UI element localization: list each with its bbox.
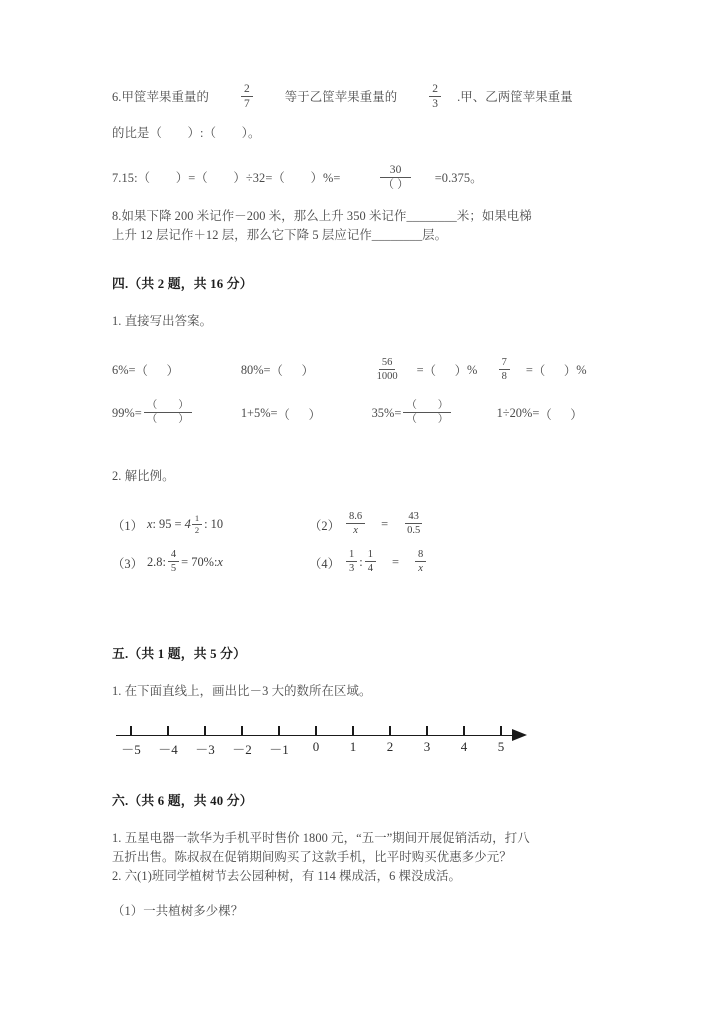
number-line-diagram: [116, 718, 536, 764]
expression-label: 80%=: [240, 362, 271, 377]
fraction-1-4: [365, 549, 376, 575]
answer-cell-56-1000: [372, 358, 497, 384]
number-line-label: －2: [232, 741, 252, 757]
number-line-label: 5: [497, 738, 505, 754]
spacer: [112, 145, 612, 165]
section-six-q2-line-1: 2. 六(1)班同学植树节去公园种树，有 114 棵成活，6 棵没成活。: [112, 869, 462, 883]
proportion-equation-1: [112, 514, 309, 536]
variable-x: x: [146, 517, 153, 532]
number-line-tick: [352, 726, 354, 735]
section-four-q1-prompt: 1. 直接写出答案。: [112, 314, 213, 329]
spacer: [112, 764, 612, 790]
answer-row-2: [112, 401, 612, 427]
fraction-numerator-blank[interactable]: （ ）: [144, 400, 192, 413]
fraction-denominator: 0.5: [407, 525, 421, 537]
spacer: [112, 112, 612, 124]
percent-sign: %: [466, 362, 478, 377]
proportion-row-2: [112, 550, 612, 576]
question-6-ratio-blanks[interactable]: 的比是（ ）:（ ）。: [112, 125, 261, 140]
arrow-right-icon: [512, 729, 527, 741]
question-8-text-line-1[interactable]: 如果下降 200 米记作－200 米，那么上升 350 米记作________米；如果电梯: [121, 208, 532, 223]
fraction-numerator: 43: [405, 511, 422, 524]
spacer: [112, 662, 612, 682]
answer-blank[interactable]: （ ）: [539, 407, 583, 422]
answer-blank[interactable]: （ ）: [135, 364, 179, 379]
equals-sign: =: [391, 555, 399, 570]
fraction-56-1000: [374, 357, 401, 383]
equation-label: （2）: [309, 518, 340, 533]
number-line-tick: [426, 726, 428, 735]
fraction-numerator: 56: [379, 357, 396, 370]
fraction-numerator: 7: [499, 357, 510, 370]
question-7-line-1: [112, 165, 612, 193]
question-6: [112, 84, 612, 143]
proportion-equation-4: [309, 550, 428, 576]
answer-fraction-blank[interactable]: [144, 400, 192, 426]
fraction-denominator: 2: [194, 525, 200, 536]
question-7: [112, 165, 612, 193]
fraction-denominator-blank[interactable]: （ ）: [146, 414, 189, 426]
question-8-line-2: [112, 226, 612, 245]
fraction-2-3: [429, 83, 441, 111]
answer-cell-99-percent: [112, 401, 241, 427]
expression-label: 35%=: [371, 406, 402, 421]
number-line-tick: [204, 726, 206, 735]
section-six-q1-line-1: 1. 五星电器一款华为手机平时售价 1800 元，“五一”期间开展促销活动，打八: [112, 830, 530, 845]
variable-x: x: [217, 555, 223, 570]
answer-blank[interactable]: （ ）: [270, 364, 314, 379]
fraction-2-7: [241, 83, 253, 111]
question-6-text-c: .甲、乙两筐苹果重量: [457, 90, 573, 105]
fraction-denominator: 3: [432, 98, 439, 111]
spacer: [112, 617, 612, 643]
fraction-denominator: 1000: [376, 370, 398, 382]
fraction-denominator: 8: [501, 370, 507, 382]
number-line-tick: [167, 726, 169, 735]
equation-text-a: 2.8:: [146, 555, 166, 570]
section-four-q2-prompt: 2. 解比例。: [112, 468, 175, 483]
answer-blank[interactable]: （ ）: [277, 407, 321, 422]
question-8: [112, 207, 612, 245]
fraction-denominator: 7: [243, 98, 250, 111]
ratio-colon: :: [359, 555, 363, 570]
answer-blank[interactable]: （ ）: [423, 364, 467, 379]
fraction-numerator: 30: [380, 164, 412, 178]
number-line-axis: [116, 735, 514, 737]
number-line-label: －1: [269, 741, 289, 757]
spacer: [112, 809, 612, 829]
number-line-label: 2: [386, 738, 394, 754]
question-7-text-a[interactable]: 15:（ ）=（ ）÷32=（ ）%=: [121, 171, 341, 186]
number-line-label: 4: [460, 738, 468, 754]
fraction-numerator: 2: [429, 83, 441, 97]
spacer: [112, 437, 612, 467]
answer-fraction-blank[interactable]: [403, 400, 451, 426]
fraction-numerator-blank[interactable]: （ ）: [403, 400, 451, 413]
proportion-equation-2: [309, 512, 425, 538]
fraction-8-over-x: [415, 549, 426, 575]
number-line-tick: [500, 726, 502, 735]
fraction-7-8: [499, 357, 510, 383]
answer-cell-35-percent: [372, 401, 497, 427]
fraction-denominator: 5: [170, 563, 177, 575]
question-6-line-1: [112, 84, 612, 112]
question-7-number: 7.: [112, 171, 122, 186]
number-line-label: －5: [121, 741, 141, 757]
number-line-tick: [389, 726, 391, 735]
number-line-label: 0: [312, 738, 320, 754]
fraction-denominator: x: [418, 563, 423, 575]
fraction-denominator: x: [353, 525, 358, 537]
worksheet-content: [112, 84, 612, 921]
equation-label: （1）: [112, 518, 143, 533]
equals-sign: =: [381, 517, 389, 532]
spacer: [112, 292, 612, 312]
equation-tail: : 10: [204, 517, 224, 532]
answer-cell-6-percent: [112, 361, 241, 379]
question-7-text-b: =0.375。: [434, 171, 483, 186]
fraction-numerator: 1: [346, 549, 357, 562]
fraction-numerator: 8.6: [346, 511, 365, 524]
fraction-denominator: 3: [348, 563, 355, 575]
equals-sign: =: [525, 362, 533, 377]
fraction-denominator: 4: [367, 563, 373, 575]
spacer: [112, 195, 612, 207]
number-line-tick: [241, 726, 243, 735]
answer-blank[interactable]: （ ）: [532, 364, 577, 379]
section-six-q1-line-2: 五折出售。陈叔叔在促销期间购买了这款手机，比平时购买优惠多少元？: [112, 849, 512, 864]
answer-cell-7-8: [497, 358, 612, 384]
spacer: [112, 247, 612, 273]
fraction-numerator: 1: [192, 514, 202, 525]
mixed-fraction: [192, 514, 202, 536]
equation-label: （4）: [309, 556, 340, 571]
question-8-number: 8.: [112, 208, 122, 223]
fraction-8p6-over-x: [346, 511, 365, 537]
number-line-tick: [315, 726, 317, 735]
section-six-heading: 六.（共 6 题，共 40 分）: [112, 793, 253, 808]
section-five-heading: 五.（共 1 题，共 5 分）: [112, 647, 247, 662]
fraction-4-5: [168, 549, 179, 575]
answer-cell-80-percent: [241, 361, 372, 379]
fraction-denominator[interactable]: （ ）: [382, 179, 409, 192]
question-6-text-a: 甲筐苹果重量的: [121, 90, 209, 105]
proportion-equation-3: [112, 550, 309, 576]
number-line-tick: [130, 726, 132, 735]
number-line-tick: [278, 726, 280, 735]
expression-label: 1÷20%=: [496, 406, 540, 421]
question-6-text-b: 等于乙筐苹果重量的: [284, 90, 398, 105]
mixed-whole: 4: [184, 517, 191, 532]
spacer: [112, 486, 612, 512]
expression-label: 1+5%=: [240, 406, 278, 421]
number-line-label: 1: [349, 738, 357, 754]
section-six-q2-sub-1: （1）一共植树多少棵？: [112, 904, 244, 919]
number-line-tick: [463, 726, 465, 735]
number-line-label: 3: [423, 738, 431, 754]
equation-text: : 95 =: [152, 517, 185, 532]
section-four-heading: 四.（共 2 题，共 16 分）: [112, 277, 253, 292]
equals-sign: =: [416, 362, 424, 377]
question-6-line-2: [112, 124, 612, 143]
fraction-numerator: 2: [241, 83, 253, 97]
equation-text-b: = 70%:: [181, 555, 218, 570]
spacer: [112, 332, 612, 358]
question-8-text-line-2[interactable]: 上升 12 层记作＋12 层，那么它下降 5 层应记作________层。: [112, 228, 448, 243]
fraction-denominator-blank[interactable]: （ ）: [406, 414, 449, 426]
fraction-1-3: [346, 549, 357, 575]
number-line-label: －4: [158, 741, 178, 757]
mixed-number-4-and-1-2: [185, 514, 205, 536]
spacer: [112, 886, 612, 902]
expression-label: 99%=: [112, 406, 142, 421]
number-line-label: －3: [195, 741, 215, 757]
proportion-row-1: [112, 512, 612, 538]
expression-label: 6%=: [112, 362, 136, 377]
answer-cell-1-div-20-percent: [497, 405, 612, 423]
answer-cell-1-plus-5-percent: [241, 405, 372, 423]
equation-label: （3）: [112, 556, 143, 571]
answer-row-1: [112, 358, 612, 384]
spacer: [112, 587, 612, 617]
fraction-numerator: 1: [365, 549, 376, 562]
fraction-43-over-0p5: [404, 511, 423, 537]
section-five-q1-prompt: 1. 在下面直线上，画出比－3 大的数所在区域。: [112, 684, 372, 699]
fraction-numerator: 4: [168, 549, 179, 562]
percent-sign: %: [576, 362, 587, 377]
fraction-numerator: 8: [415, 549, 426, 562]
question-8-line-1: [112, 207, 612, 226]
fraction-30-blank[interactable]: [373, 164, 419, 192]
question-6-number: 6.: [112, 90, 122, 105]
